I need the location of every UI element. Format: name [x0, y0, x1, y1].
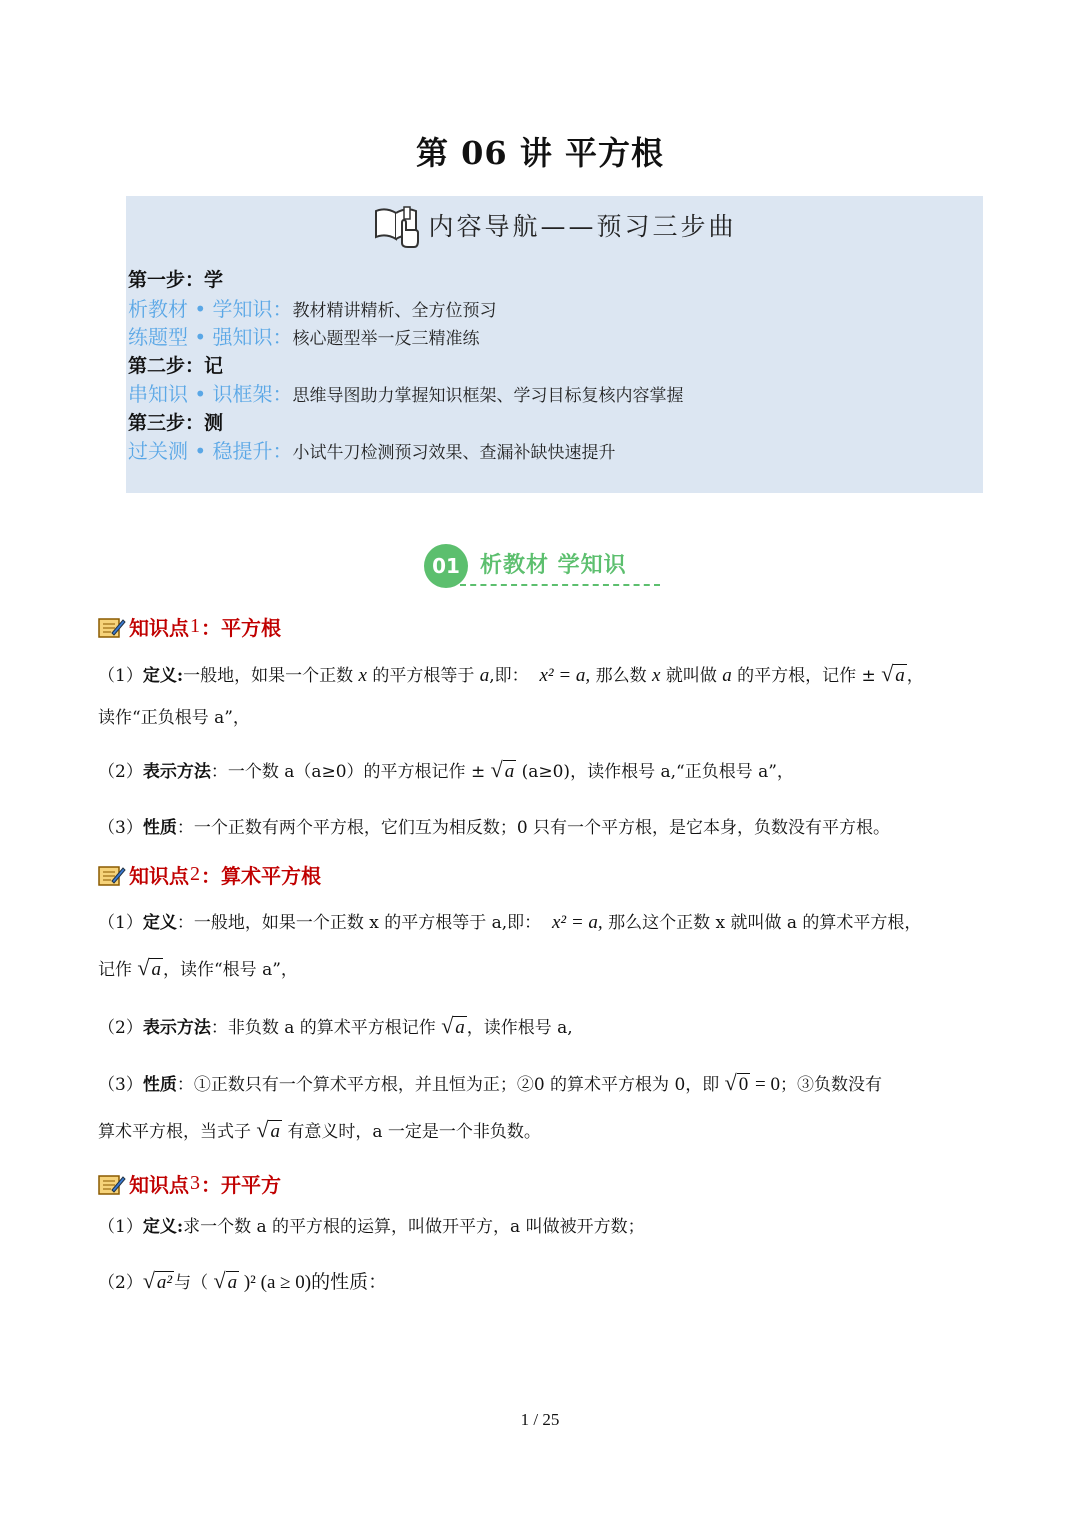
kp2-notation: [98, 1013, 988, 1039]
text: 那么这个正数 x 就叫做 a 的算术平方根，: [602, 913, 922, 933]
nav-item-label: 串知识 • 识框架：: [128, 382, 293, 406]
nav-lines: [128, 266, 684, 466]
step-label: 第三步：测: [128, 411, 224, 434]
item-term: 表示方法: [142, 762, 211, 782]
item-index: （2）: [98, 1018, 143, 1038]
section-underline: [460, 584, 660, 586]
math-var: x: [358, 665, 367, 686]
radicand: a: [895, 665, 905, 686]
kp2-property: [98, 1070, 988, 1096]
sqrt-a: √ a: [137, 955, 161, 980]
kp1-notation: [98, 757, 988, 783]
knowledge-point-2-heading: [98, 860, 321, 889]
text: 求一个数 a 的平方根的运算，叫做开平方，a 叫做被开方数；: [183, 1217, 645, 1237]
item-index: （3）: [98, 1075, 143, 1095]
text: ：一个数 a（a≥0）的平方根记作 ±: [210, 762, 491, 782]
kp-number: 2: [190, 863, 200, 885]
knowledge-point-3-heading: [98, 1169, 281, 1198]
item-term: 定义: [142, 913, 177, 933]
radicand: a: [455, 1017, 465, 1038]
text: 与（: [174, 1273, 214, 1293]
text: 算术平方根，当式子: [98, 1122, 257, 1142]
kp1-property: [98, 813, 988, 838]
kp-number: 1: [190, 615, 200, 637]
text: 有意义时，a 一定是一个非负数。: [281, 1122, 541, 1142]
content-navigation-box: [126, 196, 983, 493]
section-badge: [424, 542, 664, 592]
knowledge-point-1-heading: [98, 612, 281, 641]
kp2-definition-line2: [98, 955, 988, 981]
text: 就叫做: [660, 666, 723, 686]
nav-item-label: 析教材 • 学知识：: [128, 296, 293, 321]
nav-item-desc: 核心题型举一反三精准练: [292, 329, 480, 349]
math-equation: = 0: [750, 1074, 780, 1095]
item-index: （1）: [98, 913, 143, 933]
radicand: a: [227, 1272, 238, 1293]
page-title: 第 06 讲 平方根: [416, 134, 664, 172]
text: ，读作根号 a,: [466, 1018, 573, 1038]
radicand: a²: [156, 1272, 173, 1293]
item-term: 性质: [142, 1075, 177, 1095]
math-equation: )² (a ≥ 0)的性质：: [239, 1272, 388, 1293]
kp3-definition: [98, 1212, 988, 1237]
text: (a≥0)，读作根号 a,“正负根号 a”，: [516, 762, 794, 782]
sqrt-a-squared: √ a²: [142, 1268, 173, 1293]
math-equation: x² = a,: [539, 665, 591, 686]
nav-item-label: 过关测 • 稳提升：: [128, 439, 293, 463]
kp1-definition: [98, 661, 988, 687]
sqrt-a: √ a: [441, 1013, 465, 1038]
radicand: a: [270, 1121, 280, 1142]
text: ：一般地，如果一个正数 x 的平方根等于 a,即：: [176, 913, 542, 933]
section-title: 析教材 学知识: [480, 553, 627, 578]
text: ：一个正数有两个平方根，它们互为相反数；0 只有一个平方根，是它本身，负数没有平方根。: [176, 818, 891, 838]
math-var: a: [722, 665, 732, 686]
text: ,即：: [489, 666, 529, 686]
text: ，读作“根号 a”，: [162, 960, 298, 980]
math-var: x: [652, 665, 661, 686]
item-index: （1）: [98, 1217, 143, 1237]
text: 的平方根，记作 ±: [731, 666, 882, 686]
text: 一般地，如果一个正数: [183, 666, 359, 686]
radicand: 0: [738, 1074, 749, 1095]
text: ，: [906, 666, 924, 686]
math-var: a: [479, 665, 490, 686]
nav-step-1: [128, 266, 684, 295]
radicand: a: [504, 761, 515, 782]
sqrt-a: √ a: [490, 757, 515, 782]
item-term: 定义:: [142, 1217, 184, 1237]
item-index: （3）: [98, 818, 143, 838]
item-term: 性质: [142, 818, 177, 838]
step-label: 第一步：学: [128, 269, 224, 291]
text: 的平方根等于: [366, 666, 480, 686]
sqrt-a: √ a: [256, 1117, 280, 1142]
notebook-pen-icon: [98, 863, 126, 887]
kp-prefix: 知识点: [129, 864, 189, 888]
item-index: （1）: [98, 666, 143, 686]
notebook-pen-icon: [98, 1172, 126, 1196]
kp-prefix: 知识点: [129, 1173, 189, 1197]
kp2-definition: [98, 908, 988, 934]
kp-name: ：开平方: [201, 1173, 281, 1197]
nav-item: [128, 295, 684, 324]
text: ；③负数没有: [779, 1075, 882, 1095]
kp1-definition-line2: 读作“正负根号 a”，: [98, 708, 250, 728]
kp3-property: [98, 1267, 988, 1294]
item-index: （2）: [98, 1273, 143, 1293]
radicand: a: [151, 959, 161, 980]
nav-item: [128, 323, 684, 352]
nav-header: [126, 196, 983, 254]
sqrt-a: √ a: [881, 661, 905, 686]
nav-step-3: [128, 409, 684, 438]
math-equation: x² = a,: [551, 912, 603, 933]
text: 那么数: [590, 666, 652, 686]
section-number: 01: [424, 544, 468, 588]
item-term: 表示方法: [142, 1018, 211, 1038]
nav-item-desc: 小试牛刀检测预习效果、查漏补缺快速提升: [292, 443, 616, 463]
nav-step-2: [128, 352, 684, 381]
kp-name: ：算术平方根: [201, 864, 321, 888]
kp-number: 3: [190, 1172, 200, 1194]
nav-item-desc: 思维导图助力掌握知识框架、学习目标复核内容掌握: [292, 386, 684, 406]
kp-name: ：平方根: [201, 616, 281, 640]
text: ：①正数只有一个算术平方根，并且恒为正；②0 的算术平方根为 0，即: [176, 1075, 725, 1095]
kp-prefix: 知识点: [129, 616, 189, 640]
text: ：非负数 a 的算术平方根记作: [210, 1018, 442, 1038]
item-index: （2）: [98, 762, 143, 782]
item-term: 定义:: [142, 666, 184, 686]
nav-item-label: 练题型 • 强知识：: [128, 325, 293, 349]
text: 记作: [98, 960, 138, 980]
notebook-pen-icon: [98, 615, 126, 639]
book-hand-icon: [372, 201, 424, 249]
nav-item-desc: 教材精讲精析、全方位预习: [292, 300, 497, 321]
nav-item: [128, 380, 684, 409]
nav-title: 内容导航——预习三步曲: [428, 212, 737, 241]
page-number: 1 / 25: [520, 1410, 560, 1429]
sqrt-a: √ a: [213, 1268, 238, 1293]
kp2-property-line2: [98, 1117, 988, 1143]
step-label: 第二步：记: [128, 354, 224, 377]
nav-item: [128, 437, 684, 466]
sqrt-zero: √ 0: [724, 1070, 749, 1095]
